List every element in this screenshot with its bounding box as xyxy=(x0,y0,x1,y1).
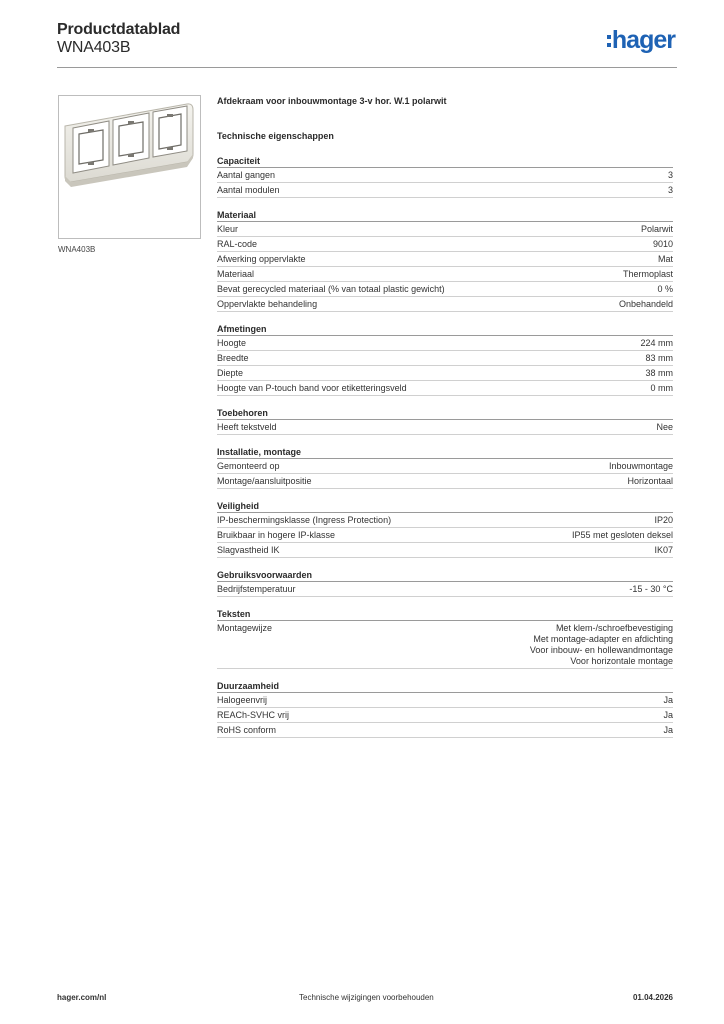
spec-label: Diepte xyxy=(217,368,244,378)
spec-label: Aantal gangen xyxy=(217,170,276,180)
spec-row xyxy=(217,282,673,297)
spec-value: Inbouwmontage xyxy=(608,461,673,471)
spec-row xyxy=(217,222,673,237)
spec-value-list xyxy=(530,623,673,667)
spec-label: Hoogte van P-touch band voor etiketteringsveld xyxy=(217,383,407,393)
spec-row xyxy=(217,366,673,381)
spec-value: 0 % xyxy=(657,284,673,294)
spec-row xyxy=(217,543,673,558)
spec-value: 0 mm xyxy=(650,383,673,393)
technical-properties-heading: Technische eigenschappen xyxy=(217,131,334,141)
spec-value: 3 xyxy=(667,170,673,180)
spec-label: REACh-SVHC vrij xyxy=(217,710,290,720)
spec-row xyxy=(217,267,673,282)
spec-label: Montagewijze xyxy=(217,623,273,633)
spec-value: Ja xyxy=(663,710,673,720)
spec-row xyxy=(217,168,673,183)
spec-value: Nee xyxy=(656,422,673,432)
spec-value: 38 mm xyxy=(645,368,673,378)
spec-row xyxy=(217,693,673,708)
spec-value: 83 mm xyxy=(645,353,673,363)
specifications xyxy=(217,95,673,738)
spec-row xyxy=(217,297,673,312)
section-title: Materiaal xyxy=(217,208,673,222)
spec-label: Oppervlakte behandeling xyxy=(217,299,318,309)
spec-label: Bedrijfstemperatuur xyxy=(217,584,296,594)
spec-value: Mat xyxy=(657,254,673,264)
spec-label: Montage/aansluitpositie xyxy=(217,476,312,486)
spec-row xyxy=(217,528,673,543)
spec-value-line: Met klem-/schroefbevestiging xyxy=(555,623,673,633)
spec-row xyxy=(217,513,673,528)
spec-value-line: Voor horizontale montage xyxy=(570,656,673,666)
section-title: Gebruiksvoorwaarden xyxy=(217,568,673,582)
footer-website[interactable]: hager.com/nl xyxy=(57,993,107,1002)
product-description: Afdekraam voor inbouwmontage 3-v hor. W.1 polarwit xyxy=(217,96,447,106)
footer-disclaimer: Technische wijzigingen voorbehouden xyxy=(299,993,434,1002)
spec-section xyxy=(217,679,673,738)
spec-row xyxy=(217,351,673,366)
section-title: Toebehoren xyxy=(217,406,673,420)
spec-sections xyxy=(217,154,673,738)
section-title: Duurzaamheid xyxy=(217,679,673,693)
document-title: Productdatablad xyxy=(57,21,181,38)
hager-logo xyxy=(607,26,675,54)
page-footer xyxy=(57,993,673,1007)
spec-label: Bruikbaar in hogere IP-klasse xyxy=(217,530,336,540)
spec-value: 9010 xyxy=(652,239,673,249)
footer-date: 01.04.2026 xyxy=(632,993,673,1002)
spec-value: IP20 xyxy=(654,515,673,525)
spec-row xyxy=(217,708,673,723)
spec-row xyxy=(217,621,673,669)
spec-value-line: Voor inbouw- en hollewandmontage xyxy=(529,645,673,655)
logo-text: hager xyxy=(611,26,675,54)
spec-section xyxy=(217,445,673,489)
spec-section xyxy=(217,208,673,312)
spec-row xyxy=(217,381,673,396)
spec-label: RAL-code xyxy=(217,239,258,249)
spec-row xyxy=(217,420,673,435)
spec-section xyxy=(217,499,673,558)
spec-value-line: Met montage-adapter en afdichting xyxy=(533,634,673,644)
spec-row xyxy=(217,582,673,597)
spec-label: Kleur xyxy=(217,224,239,234)
spec-label: Halogeenvrij xyxy=(217,695,268,705)
spec-label: Heeft tekstveld xyxy=(217,422,277,432)
spec-value: -15 - 30 °C xyxy=(629,584,673,594)
product-image xyxy=(58,95,201,239)
spec-row xyxy=(217,459,673,474)
page-header xyxy=(57,20,677,68)
section-title: Installatie, montage xyxy=(217,445,673,459)
section-title: Capaciteit xyxy=(217,154,673,168)
spec-value: Horizontaal xyxy=(627,476,673,486)
spec-label: Afwerking oppervlakte xyxy=(217,254,306,264)
spec-section xyxy=(217,568,673,597)
spec-row xyxy=(217,252,673,267)
spec-section xyxy=(217,154,673,198)
image-caption: WNA403B xyxy=(58,245,96,254)
spec-row xyxy=(217,723,673,738)
spec-value: Ja xyxy=(663,695,673,705)
spec-section xyxy=(217,607,673,669)
section-title: Afmetingen xyxy=(217,322,673,336)
spec-label: RoHS conform xyxy=(217,725,277,735)
logo-colon-icon xyxy=(607,35,611,47)
spec-value: Thermoplast xyxy=(622,269,673,279)
spec-row xyxy=(217,237,673,252)
spec-row xyxy=(217,183,673,198)
spec-label: Aantal modulen xyxy=(217,185,280,195)
spec-label: IP-beschermingsklasse (Ingress Protection) xyxy=(217,515,392,525)
spec-row xyxy=(217,336,673,351)
spec-section xyxy=(217,406,673,435)
spec-value: Onbehandeld xyxy=(618,299,673,309)
spec-value: Polarwit xyxy=(640,224,673,234)
section-title: Veiligheid xyxy=(217,499,673,513)
spec-section xyxy=(217,322,673,396)
spec-value: 3 xyxy=(667,185,673,195)
spec-row xyxy=(217,474,673,489)
spec-label: Hoogte xyxy=(217,338,247,348)
spec-value: IP55 met gesloten deksel xyxy=(571,530,673,540)
spec-label: Materiaal xyxy=(217,269,255,279)
spec-value: Ja xyxy=(663,725,673,735)
frame-illustration xyxy=(59,96,200,238)
spec-label: Breedte xyxy=(217,353,249,363)
spec-label: Slagvastheid IK xyxy=(217,545,280,555)
spec-label: Bevat gerecycled materiaal (% van totaal plastic gewicht) xyxy=(217,284,445,294)
spec-value: 224 mm xyxy=(640,338,673,348)
spec-value: IK07 xyxy=(654,545,673,555)
section-title: Teksten xyxy=(217,607,673,621)
spec-label: Gemonteerd op xyxy=(217,461,280,471)
product-code: WNA403B xyxy=(57,39,131,56)
